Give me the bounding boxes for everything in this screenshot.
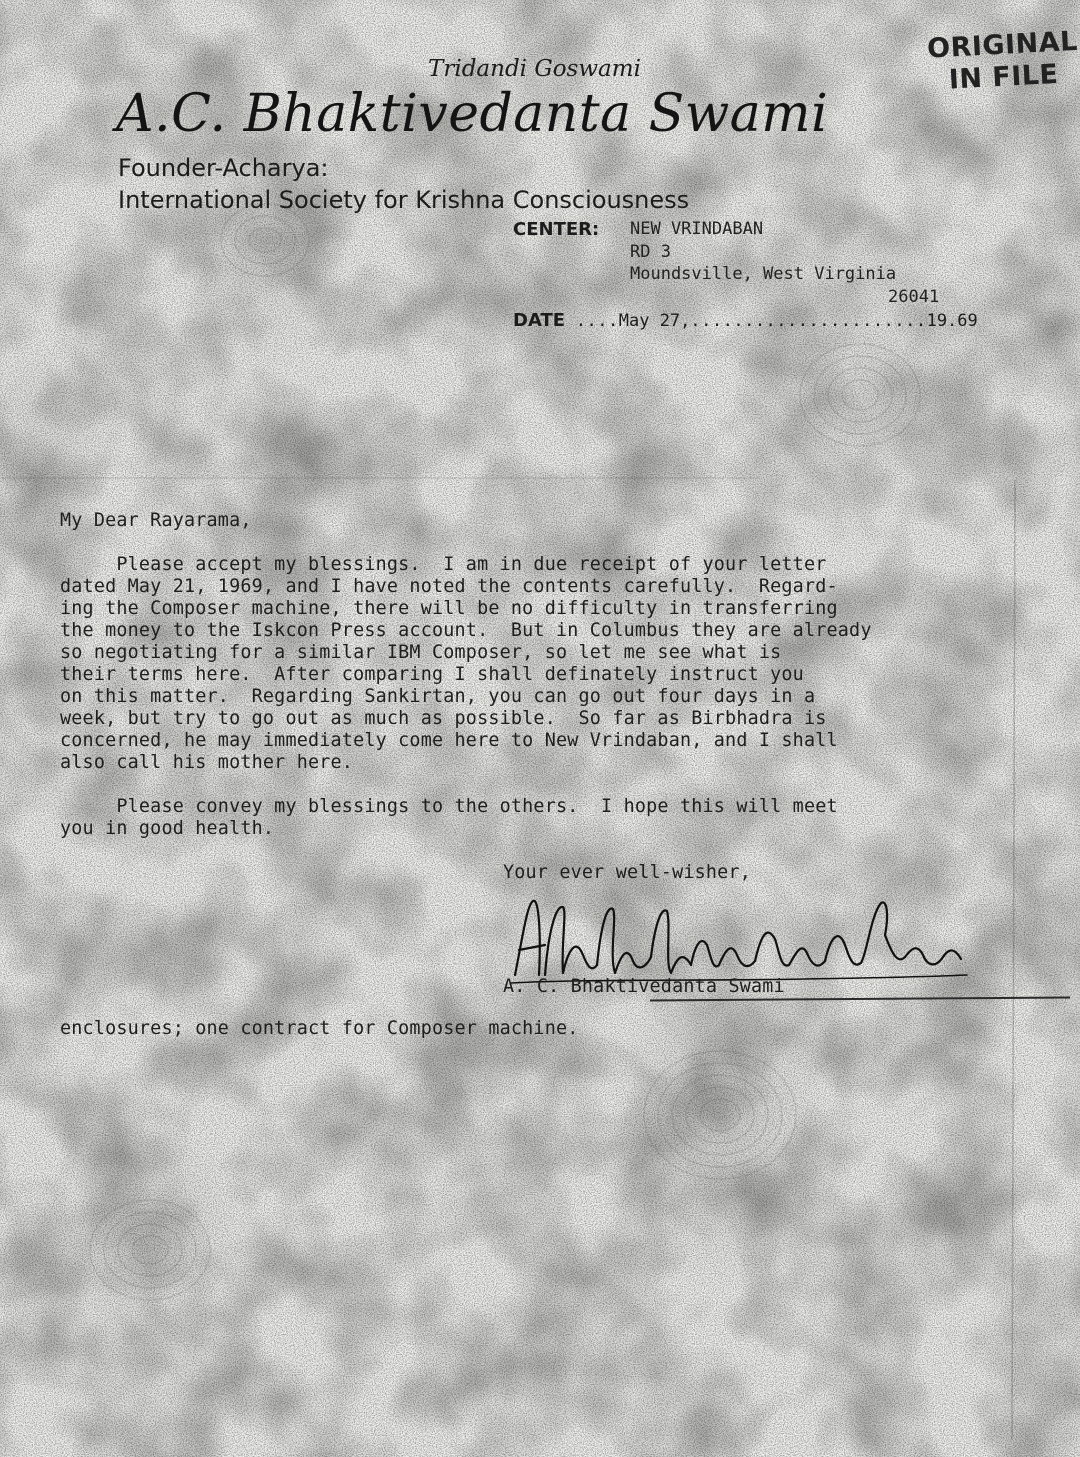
address-line-1: NEW VRINDABAN — [630, 219, 764, 239]
salutation: My Dear Rayarama, — [60, 510, 252, 531]
original-in-file-stamp — [926, 25, 1079, 97]
date-dots-2: ...................... — [690, 311, 927, 331]
paragraph-line: the money to the Iskcon Press account. But in Columbus they are already — [60, 620, 872, 641]
typed-name: A. C. Bhaktivedanta Swami — [503, 976, 785, 997]
letterhead-name: A.C. Bhaktivedanta Swami — [116, 84, 829, 144]
signature-underline — [650, 997, 1070, 1002]
closing: Your ever well-wisher, — [503, 862, 751, 883]
address-line-4: 26041 — [888, 287, 940, 307]
paragraph-line: on this matter. Regarding Sankirtan, you can go out four days in a — [60, 686, 816, 707]
paragraph-line: ing the Composer machine, there will be no difficulty in transferring — [60, 598, 838, 619]
date-value: May 27, — [618, 311, 691, 331]
paragraph-line: you in good health. — [60, 818, 275, 839]
date-row — [513, 310, 978, 331]
paragraph-line: Please accept my blessings. I am in due receipt of your letter — [60, 554, 827, 575]
letterhead-founder: Founder-Acharya: — [118, 154, 329, 182]
date-label: DATE — [513, 310, 566, 331]
date-year: 19.69 — [926, 311, 978, 331]
letterhead-tridandi: Tridandi Goswami — [428, 56, 641, 82]
paragraph-line: dated May 21, 1969, and I have noted the contents carefully. Regard- — [60, 576, 838, 597]
letterhead-society: International Society for Krishna Consciousness — [118, 186, 690, 214]
paragraph-line: concerned, he may immediately come here to New Vrindaban, and I shall — [60, 730, 838, 751]
paragraph-line: Please convey my blessings to the others. I hope this will meet — [60, 796, 838, 817]
paragraph-line: also call his mother here. — [60, 752, 354, 773]
enclosures-note: enclosures; one contract for Composer machine. — [60, 1018, 579, 1039]
paragraph-line: so negotiating for a similar IBM Composer, so let me see what is — [60, 642, 782, 663]
paragraph-line: week, but try to go out as much as possible. So far as Birbhadra is — [60, 708, 827, 729]
center-label: CENTER: — [513, 219, 600, 240]
address-line-2: RD 3 — [630, 242, 671, 262]
date-dots-1: .... — [565, 311, 619, 331]
address-line-3: Moundsville, West Virginia — [630, 264, 897, 284]
stamp-line-1: ORIGINAL — [926, 25, 1079, 65]
paragraph-line: their terms here. After comparing I shall definately instruct you — [60, 664, 804, 685]
stamp-line-2: IN FILE — [948, 58, 1060, 96]
